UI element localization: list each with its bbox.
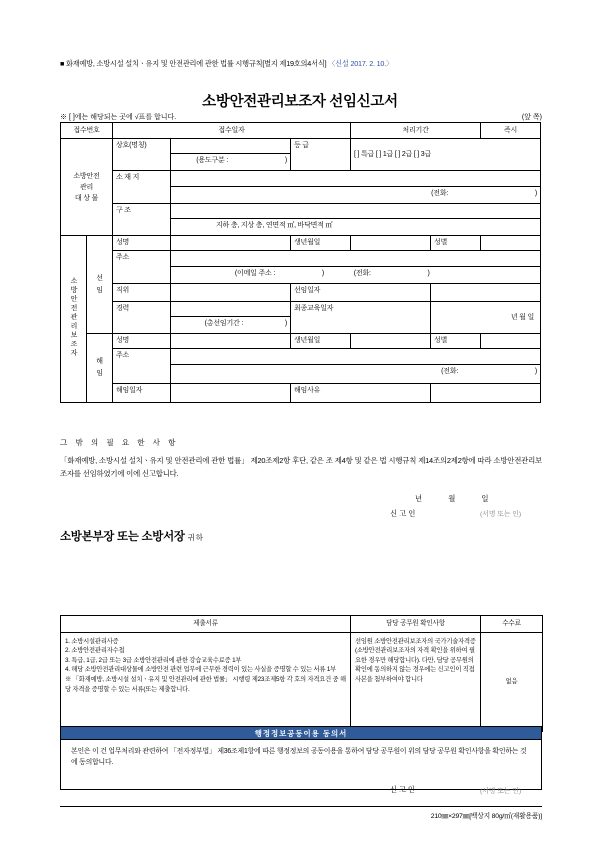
appoint-name-value[interactable]	[171, 236, 291, 251]
documents-header: 제출서류	[61, 616, 351, 633]
document-item: 1. 소방시설관리사증	[65, 637, 119, 645]
appointment-label: 선 임	[87, 236, 113, 334]
building-address-label: 소 재 지	[113, 171, 171, 204]
consent-signer-label: 신고인	[390, 785, 417, 794]
building-phone-field[interactable]: (전화: )	[171, 187, 541, 204]
footer-divider	[60, 806, 542, 807]
signer-label: 신고인	[390, 509, 418, 518]
appoint-address-label: 주소	[113, 251, 171, 284]
grade-label: 등 급	[291, 139, 351, 171]
paper-specification: 210㎜×297㎜[백상지 80g/㎡(재활용품)]	[430, 813, 542, 820]
appoint-contact-fields[interactable]: (이메일 주소 : ) (전화: )	[171, 267, 541, 284]
law-reference-revision: 〈신설 2017. 2. 10.〉	[328, 59, 394, 68]
document-item: ※ 「화재예방, 소방시설 설치ㆍ유지 및 안전관리에 관한 법률」 시행령 제23조제5항 각 호의 자격요건 중 해당 자격을 증명할 수 있는 서류(또는 제출합니다.	[65, 675, 346, 693]
dismiss-gender-value[interactable]	[481, 334, 541, 349]
appoint-career-period-field[interactable]: (총선임기간 : )	[171, 317, 291, 334]
document-item: 4. 해당 소방안전관리대상물에 소방안전 관련 업무에 근무한 경력이 있는 사실을 증명할 수 있는 서류 1부	[65, 666, 337, 674]
appoint-career-label: 경력	[113, 302, 171, 334]
dismiss-gender-label: 성별	[431, 334, 481, 349]
dismiss-name-value[interactable]	[171, 334, 291, 349]
law-reference-text: ■ 화재예방, 소방시설 설치ㆍ유지 및 안전관리에 관한 법률 시행규칙[별지 제19호의4서식]	[60, 59, 327, 68]
appoint-address-value[interactable]	[171, 251, 541, 267]
dismiss-date-label: 해임일자	[113, 384, 171, 403]
page-title: 소방안전관리보조자 선임신고서	[202, 94, 398, 110]
dismiss-reason-label: 해임사유	[291, 384, 431, 403]
signature-note[interactable]: (서명 또는 인)	[480, 511, 522, 518]
dismissal-label: 해 임	[87, 334, 113, 403]
documents-list	[61, 632, 351, 731]
appoint-last-edu-label: 최종교육일자	[291, 302, 431, 334]
appoint-birth-label: 생년월일	[291, 236, 351, 251]
appoint-date-value[interactable]	[431, 284, 541, 302]
dismiss-address-label: 주소	[113, 349, 171, 384]
fee-value: 없음	[481, 632, 543, 731]
dismiss-reason-value[interactable]	[431, 384, 541, 403]
fee-header: 수수료	[481, 616, 543, 633]
building-name-label: 상호(명칭)	[113, 139, 171, 171]
official-check-header: 담당 공무원 확인사항	[351, 616, 481, 633]
dismiss-address-value[interactable]	[171, 349, 541, 365]
receipt-number-label: 접수번호	[61, 123, 113, 139]
appoint-gender-value[interactable]	[481, 236, 541, 251]
appoint-name-label: 성명	[113, 236, 171, 251]
documents-table	[60, 615, 543, 732]
dismiss-date-value[interactable]	[171, 384, 291, 403]
building-structure-fields[interactable]: 지하 층, 지상 층, 연면적 ㎡, 바닥면적 ㎡	[171, 219, 541, 236]
appoint-last-edu-value[interactable]: 년 월 일	[431, 302, 541, 334]
dismiss-phone-field[interactable]: (전화: )	[171, 365, 541, 384]
document-item: 2. 소방안전관리자수첩	[65, 647, 125, 655]
consent-body: 본인은 이 건 업무처리와 관련하여 「전자정부법」 제36조제1항에 따른 행정정보의 공동이용을 통하여 담당 공무원이 위의 담당 공무원 확인사항을 확인하는 것에 동의합니다.	[60, 740, 542, 790]
appoint-position-label: 직위	[113, 284, 171, 302]
addressee-text: 소방본부장 또는 소방서장	[60, 531, 185, 543]
consent-header: 행정정보공동이용 동의서	[60, 726, 542, 740]
legal-statement: 「화재예방, 소방시설 설치ㆍ유지 및 안전관리에 관한 법률」 제20조제2항 후단, 같은 조 제4항 및 같은 법 시행규칙 제14조의2제2항에 따라 소방안전관리보조자를 선임하였기에 이에 신고합니다.	[60, 456, 542, 478]
building-structure-value[interactable]	[171, 204, 541, 219]
document-item: 3. 특급, 1급, 2급 또는 3급 소방안전관리에 관한 강습교육수료증 1부	[65, 656, 242, 664]
building-address-value[interactable]	[171, 171, 541, 187]
receipt-date-label: 접수일자	[113, 123, 351, 139]
dismiss-name-label: 성명	[113, 334, 171, 349]
consent-signature-note[interactable]: (서명 또는 인)	[480, 788, 522, 795]
main-form-table	[60, 122, 541, 403]
checkbox-instruction: ※ [ ]에는 해당되는 곳에 √표를 합니다.	[60, 114, 177, 121]
target-building-row-label: 소방안전 관리 대 상 물	[61, 139, 113, 236]
addressee-line	[60, 528, 542, 544]
date-line-text: 년 월 일	[415, 494, 501, 503]
dismiss-birth-label: 생년월일	[291, 334, 351, 349]
addressee-suffix: 귀하	[187, 533, 204, 542]
appoint-position-value[interactable]	[171, 284, 291, 302]
building-structure-label: 구 조	[113, 204, 171, 236]
building-name-value[interactable]	[171, 139, 291, 154]
processing-period-value: 즉시	[481, 123, 541, 139]
appoint-birth-value[interactable]	[351, 236, 431, 251]
law-reference	[60, 58, 550, 69]
grade-options[interactable]: [ ] 특급 [ ] 1급 [ ] 2급 [ ] 3급	[351, 139, 541, 171]
processing-period-label: 처리기간	[351, 123, 481, 139]
assistant-section-label: 소방안전관리보조자	[61, 236, 87, 403]
appoint-date-label: 선임일자	[291, 284, 431, 302]
appoint-career-value[interactable]	[171, 302, 291, 317]
other-matters-label: 그 밖 의 필 요 한 사 항	[60, 438, 179, 447]
dismiss-birth-value[interactable]	[351, 334, 431, 349]
front-page-mark: (앞 쪽)	[521, 114, 542, 121]
building-use-field[interactable]: (용도구분 : )	[171, 154, 291, 171]
appoint-gender-label: 성별	[431, 236, 481, 251]
official-check-text: 선임원 소방안전관리보조자의 국가기술자격증(소방안전관리보조자의 자격 확인을 위하여 필요한 경우만 해당합니다). 다만, 담당 공무원의 확인에 동의하지 않는 경우에는 신고인이 직접 사본을 첨부하여야 합니다	[351, 632, 481, 731]
